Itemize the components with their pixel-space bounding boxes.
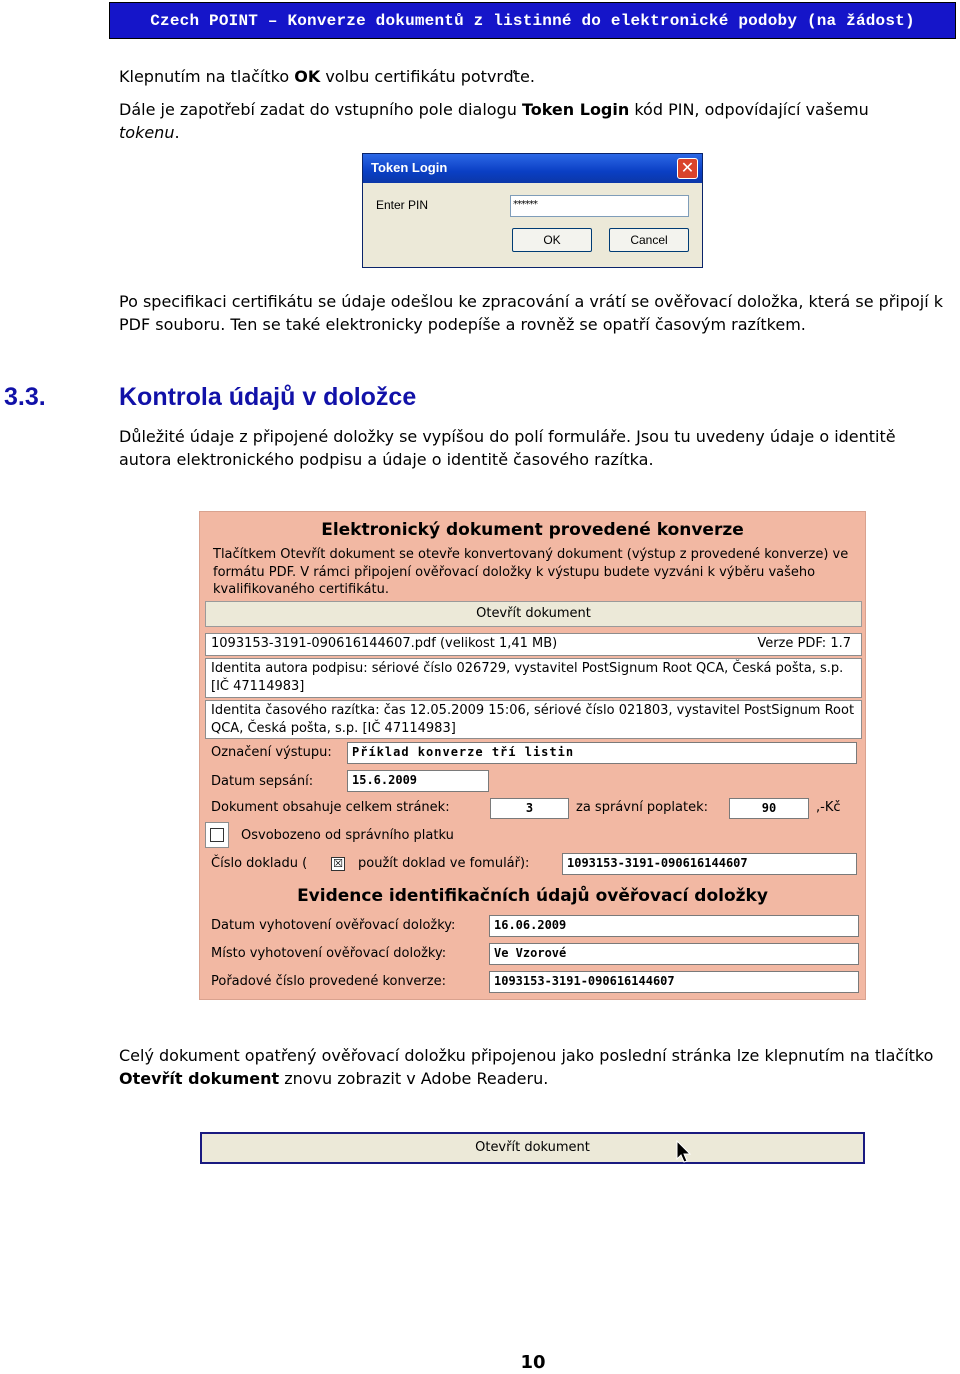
ok-button[interactable]: OK [512, 228, 592, 252]
file-info-box [205, 633, 862, 656]
section-heading [0, 383, 960, 415]
signer-identity: Identita autora podpisu: sériové číslo 026729, vystavitel PostSignum Root QCA, Česká pošta, s.p. [IČ 47114983] [205, 658, 862, 698]
use-doc-checkbox[interactable]: ☒ [331, 857, 345, 871]
file-info: 1093153-3191-090616144607.pdf (velikost 1,41 MB) [211, 636, 558, 651]
paragraph-pin [119, 99, 919, 144]
evidence-order-label: Pořadové číslo provedené konverze: [211, 974, 446, 989]
page-number: 10 [520, 1352, 546, 1373]
evidence-place-field[interactable]: Ve Vzorové [489, 943, 859, 965]
paragraph-specification: Po specifikaci certifikátu se údaje odešlou ke zpracování a vrátí se ověřovací doložka, která se připojí k PDF souboru. Ten se také elektronicky podepíše a rovněž se opatří časovým razítkem. [119, 292, 944, 334]
close-icon[interactable]: ✕ [677, 158, 698, 179]
paragraph-ok-confirm [119, 66, 949, 89]
dialog-titlebar [363, 154, 702, 183]
dialog-title: Token Login [371, 160, 448, 175]
form-description: Tlačítkem Otevřít dokument se otevře konvertovaný dokument (výstup z provedené konverze) ve formátu PDF. V rámci připojení ověřovací doložky k výstupu budete vyzváni k výběru vašeho kvalifikovaného certifikátu. [213, 547, 849, 597]
evidence-date-label: Datum vyhotovení ověřovací doložky: [211, 918, 456, 933]
text: Celý dokument opatřený ověřovací doložku připojenou jako poslední stránka lze klepnutím na tlačítko [119, 1046, 934, 1065]
italic-token: tokenu [119, 122, 175, 142]
pages-label: Dokument obsahuje celkem stránek: [211, 800, 450, 815]
paragraph-reopen [119, 1045, 949, 1090]
open-document-button[interactable]: Otevřít dokument [205, 601, 862, 627]
text: volbu certifikátu potvrďte. [320, 67, 535, 86]
form-title: Elektronický dokument provedené konverze [321, 520, 744, 540]
mouse-cursor-icon [676, 1140, 692, 1164]
timestamp-identity: Identita časového razítka: čas 12.05.2009 15:06, sériové číslo 021803, vystavitel PostSignum Root QCA, Česká pošta, s.p. [IČ 47114983] [205, 700, 862, 739]
pdf-version: Verze PDF: 1.7 [757, 636, 851, 651]
doc-number-label: Číslo dokladu ( [211, 856, 308, 871]
page-header: Czech POINT – Konverze dokumentů z listinné do elektronické podoby (na žádost) [109, 2, 956, 39]
section-title: Kontrola údajů v doložce [119, 383, 417, 411]
token-login-dialog [362, 153, 703, 268]
evidence-place-label: Místo vyhotovení ověřovací doložky: [211, 946, 447, 961]
date-label: Datum sepsání: [211, 774, 314, 789]
bold-ok: OK [294, 67, 321, 86]
pages-field[interactable]: 3 [490, 798, 569, 819]
doc-number-field[interactable]: 1093153-3191-090616144607 [562, 853, 857, 875]
paragraph-check-data: Důležité údaje z připojené doložky se vypíšou do polí formuláře. Jsou tu uvedeny údaje o identitě autora elektronického podpisu a údaje o identitě časového razítka. [119, 427, 896, 469]
date-field[interactable]: 15.6.2009 [347, 770, 489, 792]
designation-label: Označení výstupu: [211, 745, 332, 760]
conversion-form-panel [199, 511, 866, 1000]
evidence-date-field[interactable]: 16.06.2009 [489, 915, 859, 937]
use-doc-label: použít doklad ve fomulář): [358, 856, 530, 871]
bold-open-document: Otevřít dokument [119, 1068, 280, 1088]
text: Dále je zapotřebí zadat do vstupního pole dialogu [119, 100, 522, 119]
exempt-checkbox[interactable] [210, 828, 224, 842]
currency-label: ,-Kč [816, 800, 841, 815]
open-document-button-bottom[interactable] [200, 1132, 865, 1164]
pin-label: Enter PIN [376, 198, 429, 212]
evidence-title: Evidence identifikačních údajů ověřovací doložky [297, 886, 768, 906]
designation-field[interactable]: Příklad konverze tří listin [347, 742, 857, 764]
open-document-label: Otevřít dokument [475, 1140, 590, 1155]
text: Klepnutím na tlačítko [119, 67, 295, 86]
fee-label: za správní poplatek: [576, 800, 708, 815]
text: kód PIN, odpovídající vašemu [629, 100, 869, 119]
pin-input[interactable]: ****** [510, 195, 689, 217]
section-number: 3.3. [4, 383, 46, 411]
text: znovu zobrazit v Adobe Readeru. [279, 1068, 549, 1088]
exempt-checkbox-area [205, 822, 229, 848]
exempt-label: Osvobozeno od správního platku [241, 828, 454, 843]
cancel-button[interactable]: Cancel [609, 228, 689, 252]
evidence-order-field[interactable]: 1093153-3191-090616144607 [489, 971, 859, 993]
text: . [174, 122, 180, 142]
bold-token-login: Token Login [521, 100, 630, 119]
fee-field[interactable]: 90 [729, 798, 809, 819]
